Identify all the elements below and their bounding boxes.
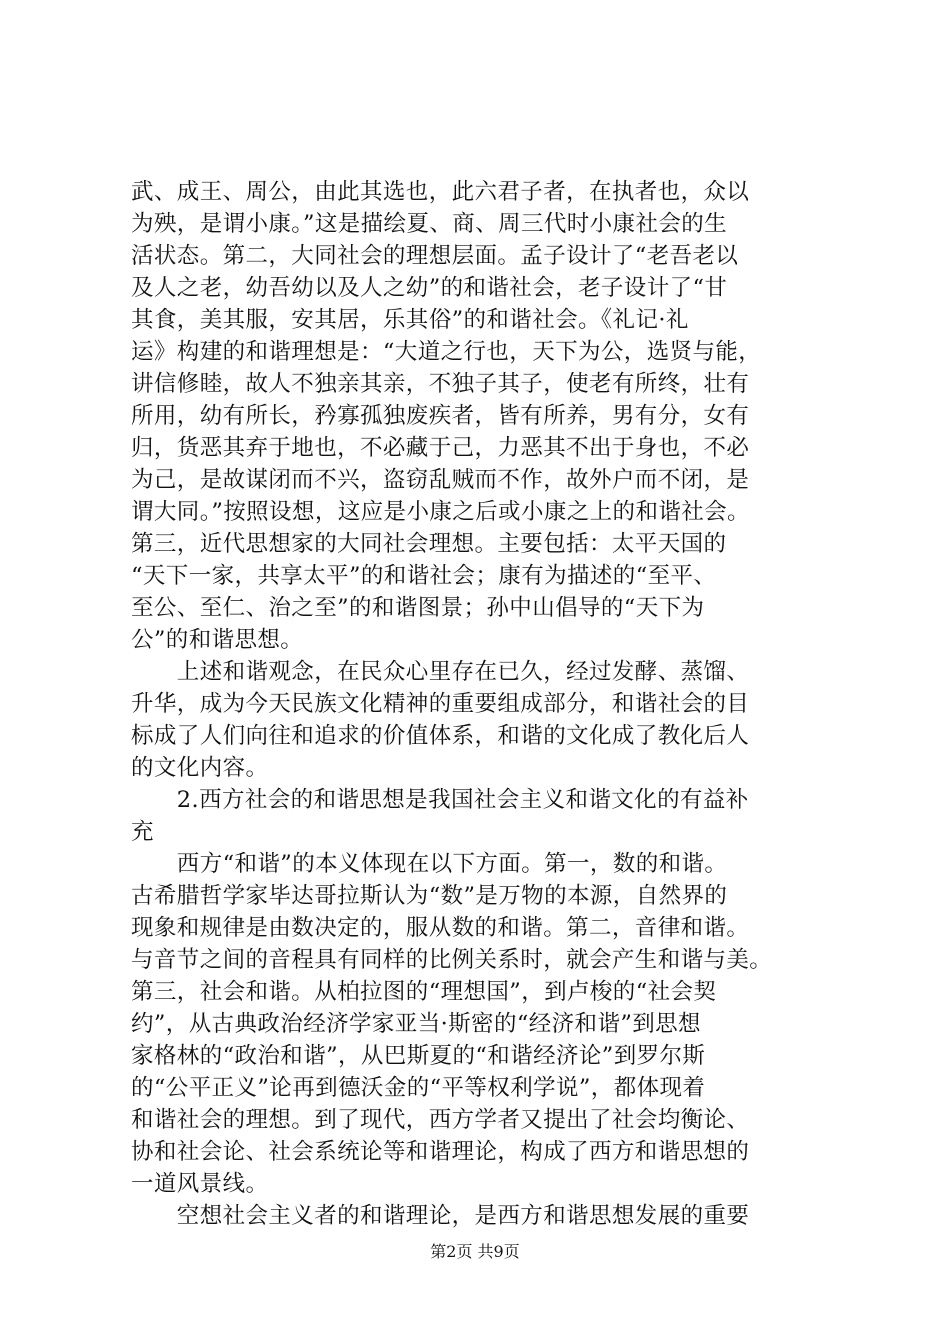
text-line: 的“公平正义”论再到德沃金的“平等权利学说”，都体现着 — [131, 1075, 706, 1101]
text-line: 的文化内容。 — [131, 755, 269, 781]
text-line: 第三，近代思想家的大同社会理想。主要包括：太平天国的 — [131, 531, 727, 557]
text-line: 运》构建的和谐理想是：“大道之行也，天下为公，选贤与能， — [131, 339, 762, 365]
text-line: 协和社会论、社会系统论等和谐理论，构成了西方和谐思想的 — [131, 1139, 750, 1165]
text-line: 上述和谐观念，在民众心里存在已久，经过发酵、蒸馏、 — [131, 659, 750, 685]
section-heading-line: 2.西方社会的和谐思想是我国社会主义和谐文化的有益补 — [131, 787, 749, 813]
text-line: “天下一家，共享太平”的和谐社会；康有为描述的“至平、 — [131, 563, 717, 589]
text-line: 西方“和谐”的本义体现在以下方面。第一，数的和谐。 — [131, 851, 728, 877]
text-line: 活状态。第二，大同社会的理想层面。孟子设计了“老吾老以 — [131, 243, 739, 269]
text-line: 讲信修睦，故人不独亲其亲，不独子其子，使老有所终，壮有 — [131, 371, 750, 397]
text-line: 标成了人们向往和追求的价值体系，和谐的文化成了教化后人 — [131, 723, 750, 749]
text-line: 空想社会主义者的和谐理论，是西方和谐思想发展的重要 — [131, 1203, 750, 1229]
section-heading-line: 充 — [131, 819, 154, 845]
text-line: 和谐社会的理想。到了现代，西方学者又提出了社会均衡论、 — [131, 1107, 750, 1133]
text-line: 公”的和谐思想。 — [131, 627, 304, 653]
text-line: 谓大同。”按照设想，这应是小康之后或小康之上的和谐社会。 — [131, 499, 750, 525]
text-line: 其食，美其服，安其居，乐其俗”的和谐社会。《礼记·礼 — [131, 307, 689, 333]
text-line: 约”，从古典政治经济学家亚当·斯密的“经济和谐”到思想 — [131, 1011, 701, 1037]
text-line: 所用，幼有所长，矜寡孤独废疾者，皆有所养，男有分，女有 — [131, 403, 750, 429]
text-line: 武、成王、周公，由此其选也，此六君子者，在执者也，众以 — [131, 179, 750, 205]
text-line: 为殃，是谓小康。”这是描绘夏、商、周三代时小康社会的生 — [131, 211, 728, 237]
text-line: 现象和规律是由数决定的，服从数的和谐。第二，音律和谐。 — [131, 915, 750, 941]
text-line: 及人之老，幼吾幼以及人之幼”的和谐社会，老子设计了“甘 — [131, 275, 728, 301]
page-footer — [0, 1242, 950, 1262]
page-number-label: 第2页 共9页 — [430, 1242, 520, 1261]
text-line: 升华，成为今天民族文化精神的重要组成部分，和谐社会的目 — [131, 691, 750, 717]
text-line: 家格林的“政治和谐”，从巴斯夏的“和谐经济论”到罗尔斯 — [131, 1043, 706, 1069]
text-line: 古希腊哲学家毕达哥拉斯认为“数”是万物的本源，自然界的 — [131, 883, 728, 909]
text-line: 至公、至仁、治之至”的和谐图景；孙中山倡导的“天下为 — [131, 595, 705, 621]
text-line: 与音节之间的音程具有同样的比例关系时，就会产生和谐与美。 — [131, 947, 773, 973]
text-line: 归，货恶其弃于地也，不必藏于己，力恶其不出于身也，不必 — [131, 435, 750, 461]
text-line: 第三，社会和谐。从柏拉图的“理想国”，到卢梭的“社会契 — [131, 979, 717, 1005]
text-line: 为己，是故谋闭而不兴，盗窃乱贼而不作，故外户而不闭，是 — [131, 467, 750, 493]
text-line: 一道风景线。 — [131, 1171, 269, 1197]
body-text — [131, 176, 821, 1232]
